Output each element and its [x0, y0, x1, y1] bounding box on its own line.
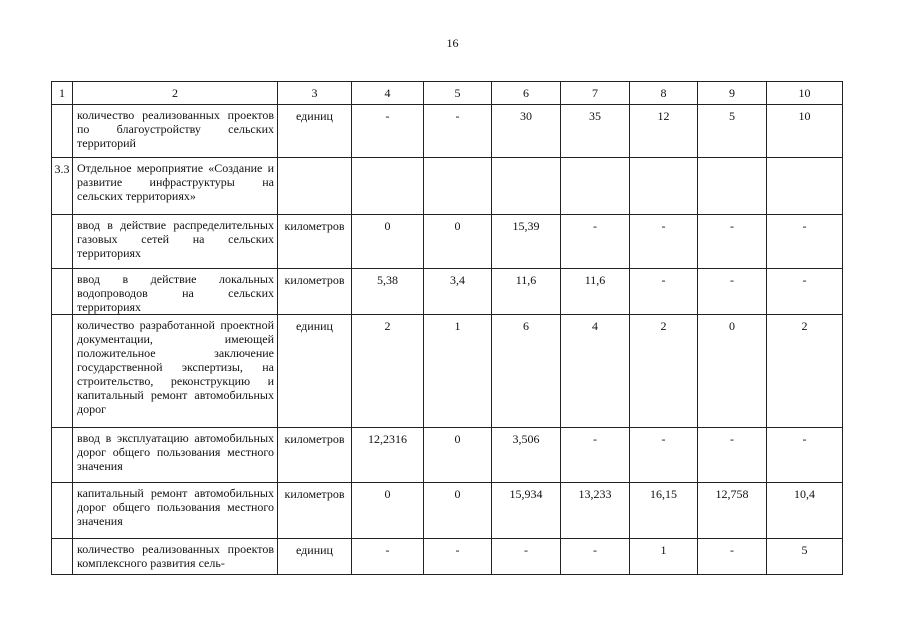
column-number: 8 — [630, 82, 698, 105]
value-cell: 6 — [492, 315, 561, 428]
column-number: 4 — [352, 82, 424, 105]
row-number — [52, 105, 73, 158]
table-row — [52, 428, 843, 483]
row-number — [52, 539, 73, 575]
value-cell: 15,39 — [492, 215, 561, 269]
column-number: 2 — [73, 82, 278, 105]
row-number — [52, 428, 73, 483]
value-cell — [352, 158, 424, 215]
indicator-name: Отдельное мероприятие «Создание и развитие инфраструктуры на сельских территориях» — [73, 158, 278, 215]
value-cell: - — [767, 269, 843, 315]
unit: километров — [278, 428, 352, 483]
indicator-name: ввод в эксплуатацию автомобильных дорог общего пользования местного значения — [73, 428, 278, 483]
value-cell: 0 — [352, 483, 424, 539]
column-number: 5 — [424, 82, 492, 105]
value-cell: 11,6 — [492, 269, 561, 315]
unit: единиц — [278, 315, 352, 428]
value-cell: 16,15 — [630, 483, 698, 539]
indicator-name: количество реализованных проектов комплексного развития сель- — [73, 539, 278, 575]
value-cell: 30 — [492, 105, 561, 158]
indicator-name: количество реализованных проектов по благоустройству сельских территорий — [73, 105, 278, 158]
value-cell: 12 — [630, 105, 698, 158]
value-cell — [630, 158, 698, 215]
unit: километров — [278, 269, 352, 315]
value-cell: 35 — [561, 105, 630, 158]
value-cell: - — [561, 428, 630, 483]
table-row — [52, 483, 843, 539]
value-cell: - — [352, 105, 424, 158]
indicator-name: ввод в действие распределительных газовых сетей на сельских территориях — [73, 215, 278, 269]
value-cell: - — [424, 539, 492, 575]
value-cell: 5 — [698, 105, 767, 158]
row-number — [52, 315, 73, 428]
value-cell: - — [767, 428, 843, 483]
value-cell: - — [698, 539, 767, 575]
value-cell: 10 — [767, 105, 843, 158]
column-number: 1 — [52, 82, 73, 105]
value-cell — [561, 158, 630, 215]
value-cell: 11,6 — [561, 269, 630, 315]
value-cell: 0 — [424, 428, 492, 483]
value-cell: - — [630, 215, 698, 269]
value-cell: - — [561, 539, 630, 575]
value-cell — [424, 158, 492, 215]
value-cell: 0 — [352, 215, 424, 269]
indicator-name: капитальный ремонт автомобильных дорог общего пользования местного значения — [73, 483, 278, 539]
column-number: 6 — [492, 82, 561, 105]
value-cell: 2 — [352, 315, 424, 428]
row-number: 3.3 — [52, 158, 73, 215]
table-row — [52, 315, 843, 428]
value-cell: 10,4 — [767, 483, 843, 539]
unit: километров — [278, 483, 352, 539]
value-cell: 2 — [630, 315, 698, 428]
row-number — [52, 483, 73, 539]
column-number-row — [52, 82, 843, 105]
table-row — [52, 158, 843, 215]
indicators-table — [51, 81, 843, 575]
value-cell: 0 — [698, 315, 767, 428]
value-cell: 1 — [424, 315, 492, 428]
value-cell: - — [424, 105, 492, 158]
indicator-name: количество разработанной проектной документации, имеющей положительное заключение государственной экспертизы, на строительство, реконструкцию и капитальный ремонт автомобильных дорог — [73, 315, 278, 428]
value-cell: 13,233 — [561, 483, 630, 539]
value-cell — [767, 158, 843, 215]
value-cell: - — [492, 539, 561, 575]
value-cell: - — [352, 539, 424, 575]
value-cell: 5,38 — [352, 269, 424, 315]
value-cell: 4 — [561, 315, 630, 428]
column-number: 10 — [767, 82, 843, 105]
value-cell: 12,758 — [698, 483, 767, 539]
value-cell: - — [561, 215, 630, 269]
value-cell: 0 — [424, 215, 492, 269]
indicator-name: ввод в действие локальных водопроводов на сельских территориях — [73, 269, 278, 315]
value-cell: 0 — [424, 483, 492, 539]
value-cell: 5 — [767, 539, 843, 575]
column-number: 7 — [561, 82, 630, 105]
unit: километров — [278, 215, 352, 269]
table-row — [52, 105, 843, 158]
value-cell: - — [698, 215, 767, 269]
column-number: 9 — [698, 82, 767, 105]
value-cell: - — [698, 269, 767, 315]
table-row — [52, 539, 843, 575]
unit: единиц — [278, 539, 352, 575]
table-row — [52, 215, 843, 269]
value-cell: - — [630, 428, 698, 483]
value-cell: 3,4 — [424, 269, 492, 315]
column-number: 3 — [278, 82, 352, 105]
page-number: 16 — [446, 36, 459, 50]
value-cell: 15,934 — [492, 483, 561, 539]
value-cell: - — [630, 269, 698, 315]
value-cell: - — [767, 215, 843, 269]
row-number — [52, 269, 73, 315]
value-cell: 12,2316 — [352, 428, 424, 483]
row-number — [52, 215, 73, 269]
value-cell — [492, 158, 561, 215]
value-cell: - — [698, 428, 767, 483]
table-row — [52, 269, 843, 315]
value-cell: 2 — [767, 315, 843, 428]
unit: единиц — [278, 105, 352, 158]
unit — [278, 158, 352, 215]
value-cell: 3,506 — [492, 428, 561, 483]
value-cell — [698, 158, 767, 215]
value-cell: 1 — [630, 539, 698, 575]
